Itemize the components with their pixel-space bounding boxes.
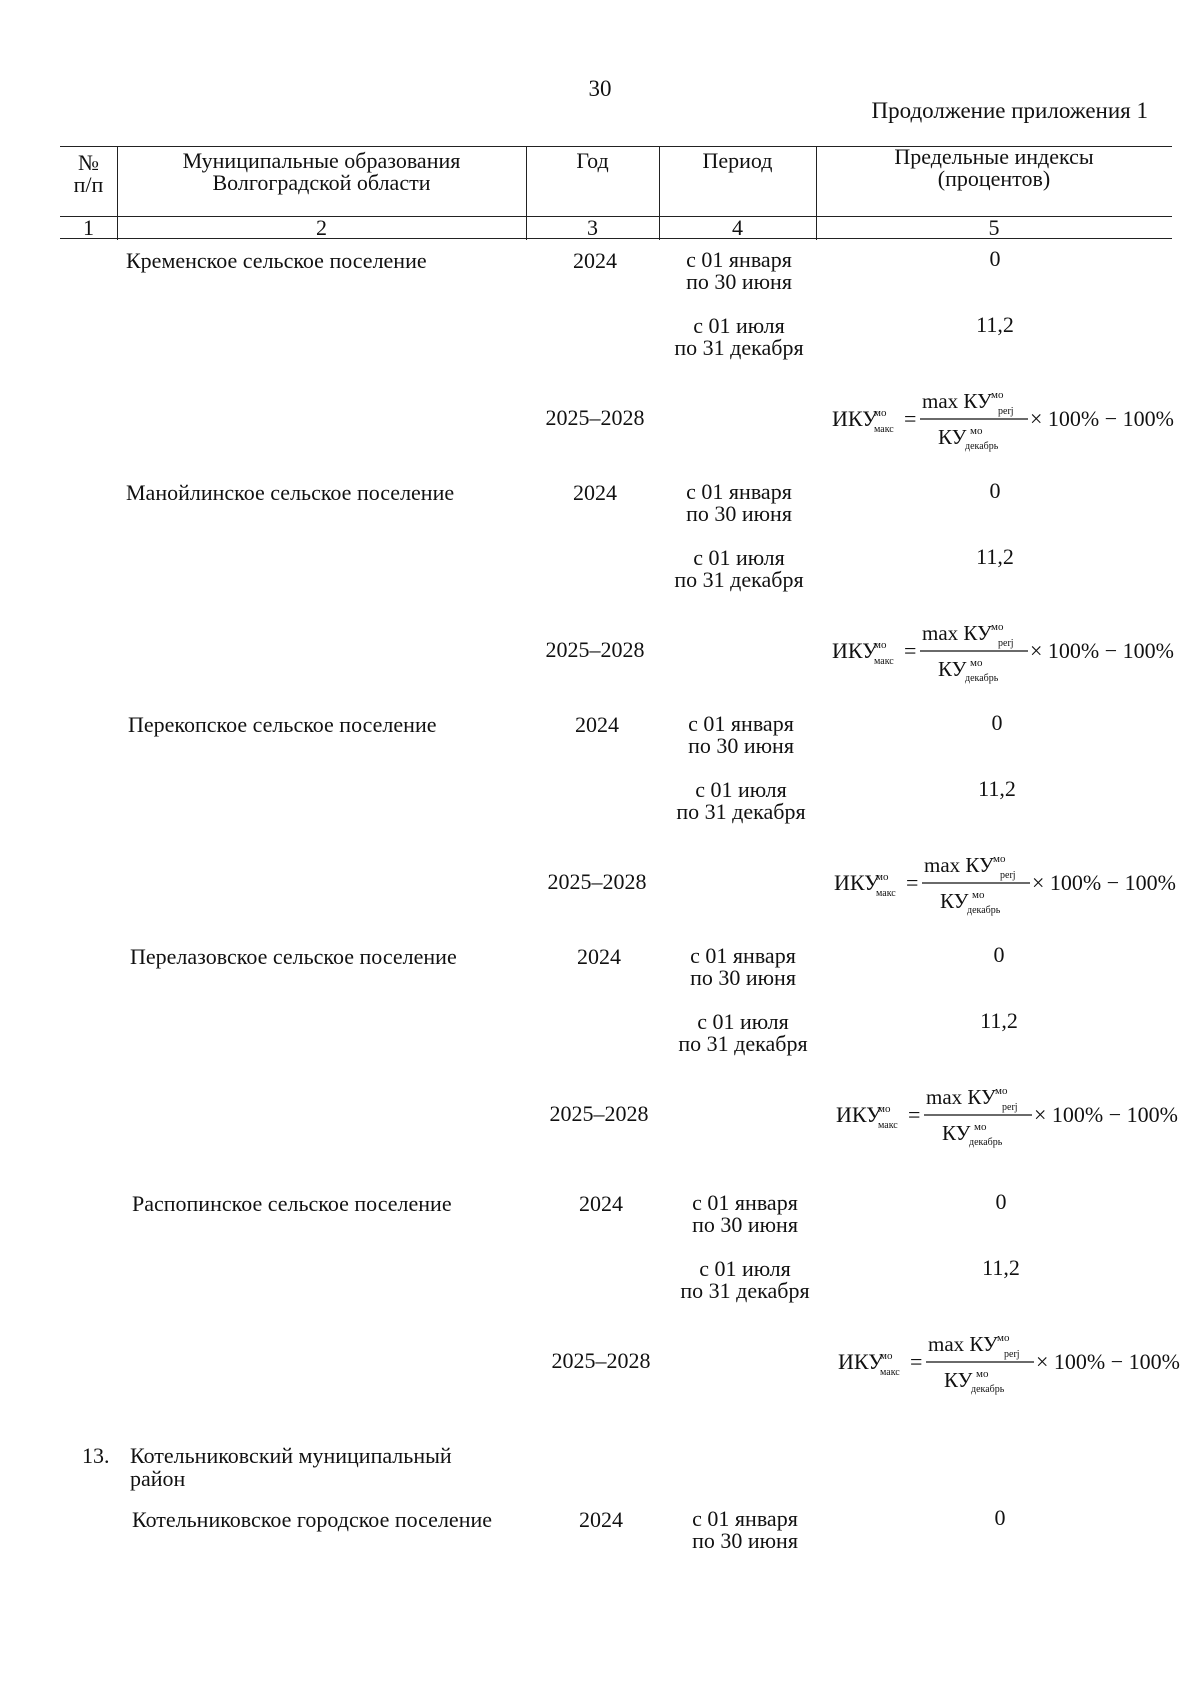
settlement-name: Котельниковское городское поселение — [132, 1507, 493, 1532]
formula-numerator: max КУ — [928, 1332, 998, 1356]
formula-lhs: ИКУ — [834, 870, 880, 895]
index-cell: 0 — [989, 246, 1001, 271]
header-number-cell: № п/п — [73, 150, 104, 197]
formula-den-sup: мо — [970, 425, 983, 437]
header-year-cell: Год — [576, 148, 609, 173]
formula-num-sub: perj — [1000, 870, 1016, 881]
period-cell: с 01 января по 30 июня — [692, 1190, 798, 1237]
index-cell: 0 — [994, 1505, 1006, 1530]
formula-equals: = — [910, 1349, 923, 1374]
header-period-cell: Период — [702, 148, 773, 173]
page-number: 30 — [588, 76, 612, 101]
formula-lhs-sub: макс — [876, 888, 896, 899]
formula-block — [836, 1084, 1188, 1146]
index-cell: 11,2 — [976, 544, 1014, 569]
formula-den-sup: мо — [976, 1368, 989, 1380]
table-header — [60, 146, 1172, 240]
index-cell: 11,2 — [978, 776, 1016, 801]
formula-svg — [832, 388, 1184, 450]
year-cell: 2025–2028 — [551, 1348, 651, 1373]
formula-tail: × 100% − 100% — [1030, 638, 1174, 663]
period-cell: с 01 января по 30 июня — [690, 943, 796, 990]
formula-svg — [834, 852, 1186, 914]
formula-den-sub: декабрь — [965, 673, 999, 684]
period-cell: с 01 июля по 31 декабря — [674, 545, 804, 592]
formula-numerator: max КУ — [922, 621, 992, 645]
year-cell: 2024 — [579, 1191, 623, 1216]
formula-den-sub: декабрь — [967, 905, 1001, 916]
formula-num-sub: perj — [1002, 1102, 1018, 1113]
formula-num-sup: мо — [991, 389, 1004, 401]
formula-equals: = — [904, 638, 917, 663]
district-name: Котельниковский муниципальный район — [130, 1443, 452, 1491]
formula-tail: × 100% − 100% — [1032, 870, 1176, 895]
formula-den-sub: декабрь — [969, 1137, 1003, 1148]
formula-block — [832, 388, 1184, 450]
year-cell: 2024 — [573, 480, 617, 505]
formula-den-sub: декабрь — [971, 1384, 1005, 1395]
formula-denominator: КУ — [938, 657, 967, 681]
column-number: 4 — [732, 215, 743, 240]
formula-svg — [836, 1084, 1188, 1146]
formula-numerator: max КУ — [922, 389, 992, 413]
formula-num-sub: perj — [998, 638, 1014, 649]
formula-num-sup: мо — [991, 621, 1004, 633]
column-number: 3 — [587, 215, 598, 240]
formula-tail: × 100% − 100% — [1036, 1349, 1180, 1374]
index-cell: 0 — [989, 478, 1001, 503]
index-cell: 11,2 — [976, 312, 1014, 337]
formula-den-sup: мо — [974, 1121, 987, 1133]
index-cell: 0 — [995, 1189, 1007, 1214]
formula-tail: × 100% − 100% — [1030, 406, 1174, 431]
year-cell: 2024 — [573, 248, 617, 273]
year-cell: 2025–2028 — [545, 637, 645, 662]
formula-numerator: max КУ — [924, 853, 994, 877]
formula-den-sup: мо — [972, 889, 985, 901]
formula-num-sup: мо — [995, 1085, 1008, 1097]
formula-equals: = — [904, 406, 917, 431]
index-cell: 11,2 — [980, 1008, 1018, 1033]
year-cell: 2024 — [577, 944, 621, 969]
period-cell: с 01 июля по 31 декабря — [678, 1009, 808, 1056]
formula-numerator: max КУ — [926, 1085, 996, 1109]
formula-lhs-sup: мо — [874, 407, 887, 419]
header-municipality-cell: Муниципальные образования Волгоградской области — [182, 148, 461, 195]
formula-lhs-sub: макс — [874, 656, 894, 667]
settlement-name: Перекопское сельское поселение — [128, 712, 437, 737]
formula-lhs: ИКУ — [838, 1349, 884, 1374]
formula-denominator: КУ — [942, 1121, 971, 1145]
formula-lhs: ИКУ — [832, 638, 878, 663]
formula-denominator: КУ — [944, 1368, 973, 1392]
formula-lhs-sub: макс — [880, 1367, 900, 1378]
formula-num-sub: perj — [1004, 1349, 1020, 1360]
settlement-name: Кременское сельское поселение — [126, 248, 427, 273]
period-cell: с 01 июля по 31 декабря — [680, 1256, 810, 1303]
period-cell: с 01 января по 30 июня — [686, 247, 792, 294]
year-cell: 2024 — [575, 712, 619, 737]
header-index-cell: Предельные индексы (процентов) — [894, 144, 1094, 191]
column-number: 5 — [988, 215, 1000, 240]
formula-num-sub: perj — [998, 406, 1014, 417]
settlement-name: Перелазовское сельское поселение — [130, 944, 457, 969]
year-cell: 2024 — [579, 1507, 623, 1532]
column-number: 2 — [316, 215, 327, 240]
column-number: 1 — [83, 215, 94, 240]
formula-denominator: КУ — [938, 425, 967, 449]
year-cell: 2025–2028 — [549, 1101, 649, 1126]
formula-svg — [832, 620, 1184, 682]
index-cell: 0 — [993, 942, 1005, 967]
formula-svg — [838, 1331, 1190, 1393]
formula-lhs-sup: мо — [874, 639, 887, 651]
formula-tail: × 100% − 100% — [1034, 1102, 1178, 1127]
period-cell: с 01 января по 30 июня — [686, 479, 792, 526]
formula-denominator: КУ — [940, 889, 969, 913]
formula-block — [834, 852, 1186, 914]
formula-lhs-sup: мо — [880, 1350, 893, 1362]
year-cell: 2025–2028 — [545, 405, 645, 430]
settlement-name: Манойлинское сельское поселение — [126, 480, 455, 505]
formula-lhs-sup: мо — [876, 871, 889, 883]
formula-lhs-sub: макс — [874, 424, 894, 435]
formula-block — [832, 620, 1184, 682]
formula-lhs: ИКУ — [836, 1102, 882, 1127]
formula-lhs: ИКУ — [832, 406, 878, 431]
settlement-name: Распопинское сельское поселение — [132, 1191, 452, 1216]
formula-den-sup: мо — [970, 657, 983, 669]
formula-equals: = — [906, 870, 919, 895]
district-number: 13. — [82, 1443, 110, 1468]
formula-block — [838, 1331, 1190, 1393]
period-cell: с 01 января по 30 июня — [692, 1506, 798, 1553]
year-cell: 2025–2028 — [547, 869, 647, 894]
formula-num-sup: мо — [993, 853, 1006, 865]
formula-den-sub: декабрь — [965, 441, 999, 452]
formula-lhs-sub: макс — [878, 1120, 898, 1131]
index-cell: 11,2 — [982, 1255, 1020, 1280]
period-cell: с 01 января по 30 июня — [688, 711, 794, 758]
formula-equals: = — [908, 1102, 921, 1127]
continuation-caption: Продолжение приложения 1 — [871, 98, 1148, 123]
formula-num-sup: мо — [997, 1332, 1010, 1344]
index-cell: 0 — [991, 710, 1003, 735]
period-cell: с 01 июля по 31 декабря — [676, 777, 806, 824]
formula-lhs-sup: мо — [878, 1103, 891, 1115]
period-cell: с 01 июля по 31 декабря — [674, 313, 804, 360]
